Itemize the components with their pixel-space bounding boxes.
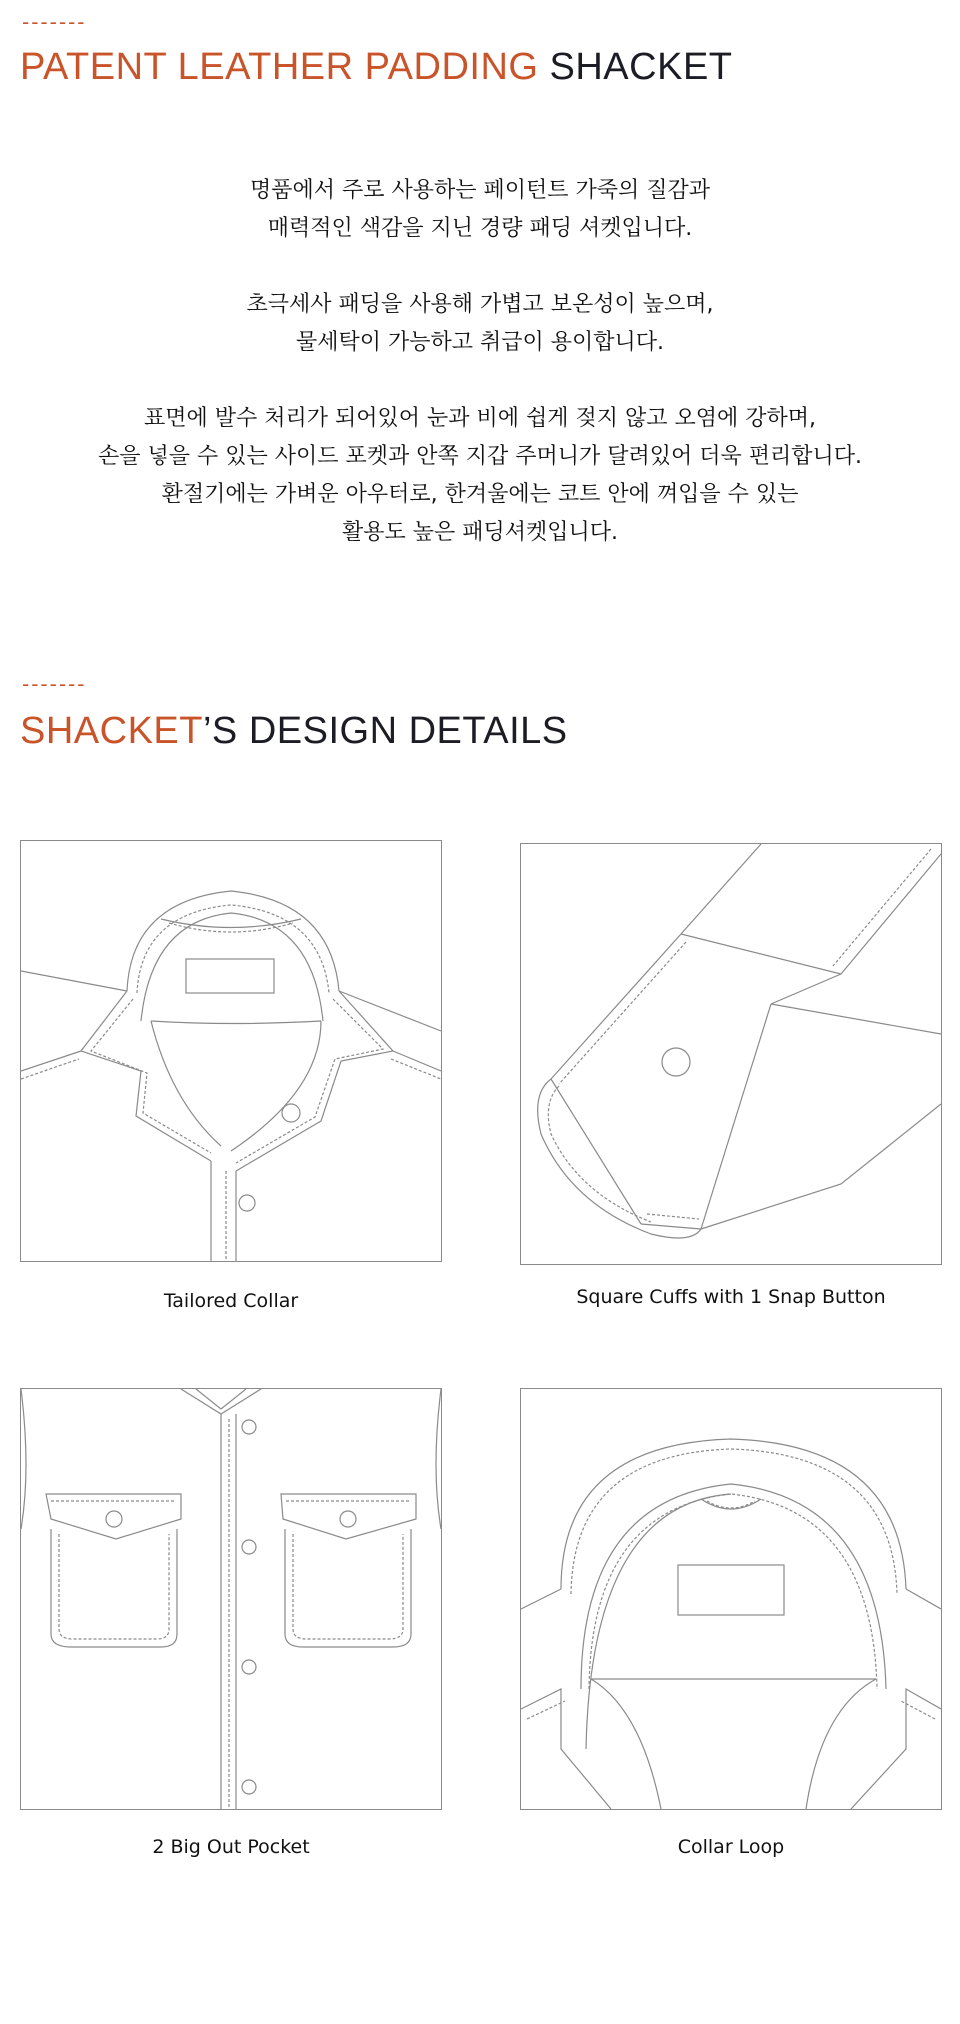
description-line: 활용도 높은 패딩셔켓입니다. bbox=[341, 520, 618, 545]
section-title-design-details bbox=[20, 712, 568, 750]
description-paragraph-3 bbox=[0, 400, 960, 552]
description-line: 손을 넣을 수 있는 사이드 포켓과 안쪽 지갑 주머니가 달려있어 더욱 편리합니다. bbox=[98, 444, 862, 469]
product-description bbox=[0, 172, 960, 590]
description-line: 물세탁이 가능하고 취급이 용이합니다. bbox=[295, 330, 664, 355]
big-out-pocket-illustration bbox=[20, 1388, 442, 1810]
description-paragraph-2 bbox=[0, 286, 960, 362]
section-divider-dash: ------- bbox=[22, 672, 87, 696]
title-dark: ’S DESIGN DETAILS bbox=[202, 710, 568, 752]
section-title-patent-leather bbox=[20, 48, 733, 86]
collar-loop-illustration bbox=[520, 1388, 942, 1810]
description-line: 매력적인 색감을 지닌 경량 패딩 셔켓입니다. bbox=[267, 216, 693, 241]
detail-caption: Square Cuffs with 1 Snap Button bbox=[576, 1286, 886, 1308]
tailored-collar-illustration bbox=[20, 840, 442, 1262]
description-line: 환절기에는 가벼운 아우터로, 한겨울에는 코트 안에 껴입을 수 있는 bbox=[161, 482, 799, 507]
description-line: 표면에 발수 처리가 되어있어 눈과 비에 쉽게 젖지 않고 오염에 강하며, bbox=[144, 406, 816, 431]
section-divider-dash: ------- bbox=[22, 10, 87, 34]
detail-caption: Collar Loop bbox=[677, 1836, 785, 1858]
title-accent: PATENT LEATHER PADDING bbox=[20, 46, 539, 88]
square-cuff-illustration bbox=[520, 843, 942, 1265]
title-dark: SHACKET bbox=[549, 46, 733, 88]
description-paragraph-1 bbox=[0, 172, 960, 248]
title-accent: SHACKET bbox=[20, 710, 203, 752]
description-line: 명품에서 주로 사용하는 페이턴트 가죽의 질감과 bbox=[249, 178, 710, 203]
description-line: 초극세사 패딩을 사용해 가볍고 보온성이 높으며, bbox=[246, 292, 714, 317]
detail-caption: 2 Big Out Pocket bbox=[152, 1836, 310, 1858]
detail-caption: Tailored Collar bbox=[163, 1290, 299, 1312]
